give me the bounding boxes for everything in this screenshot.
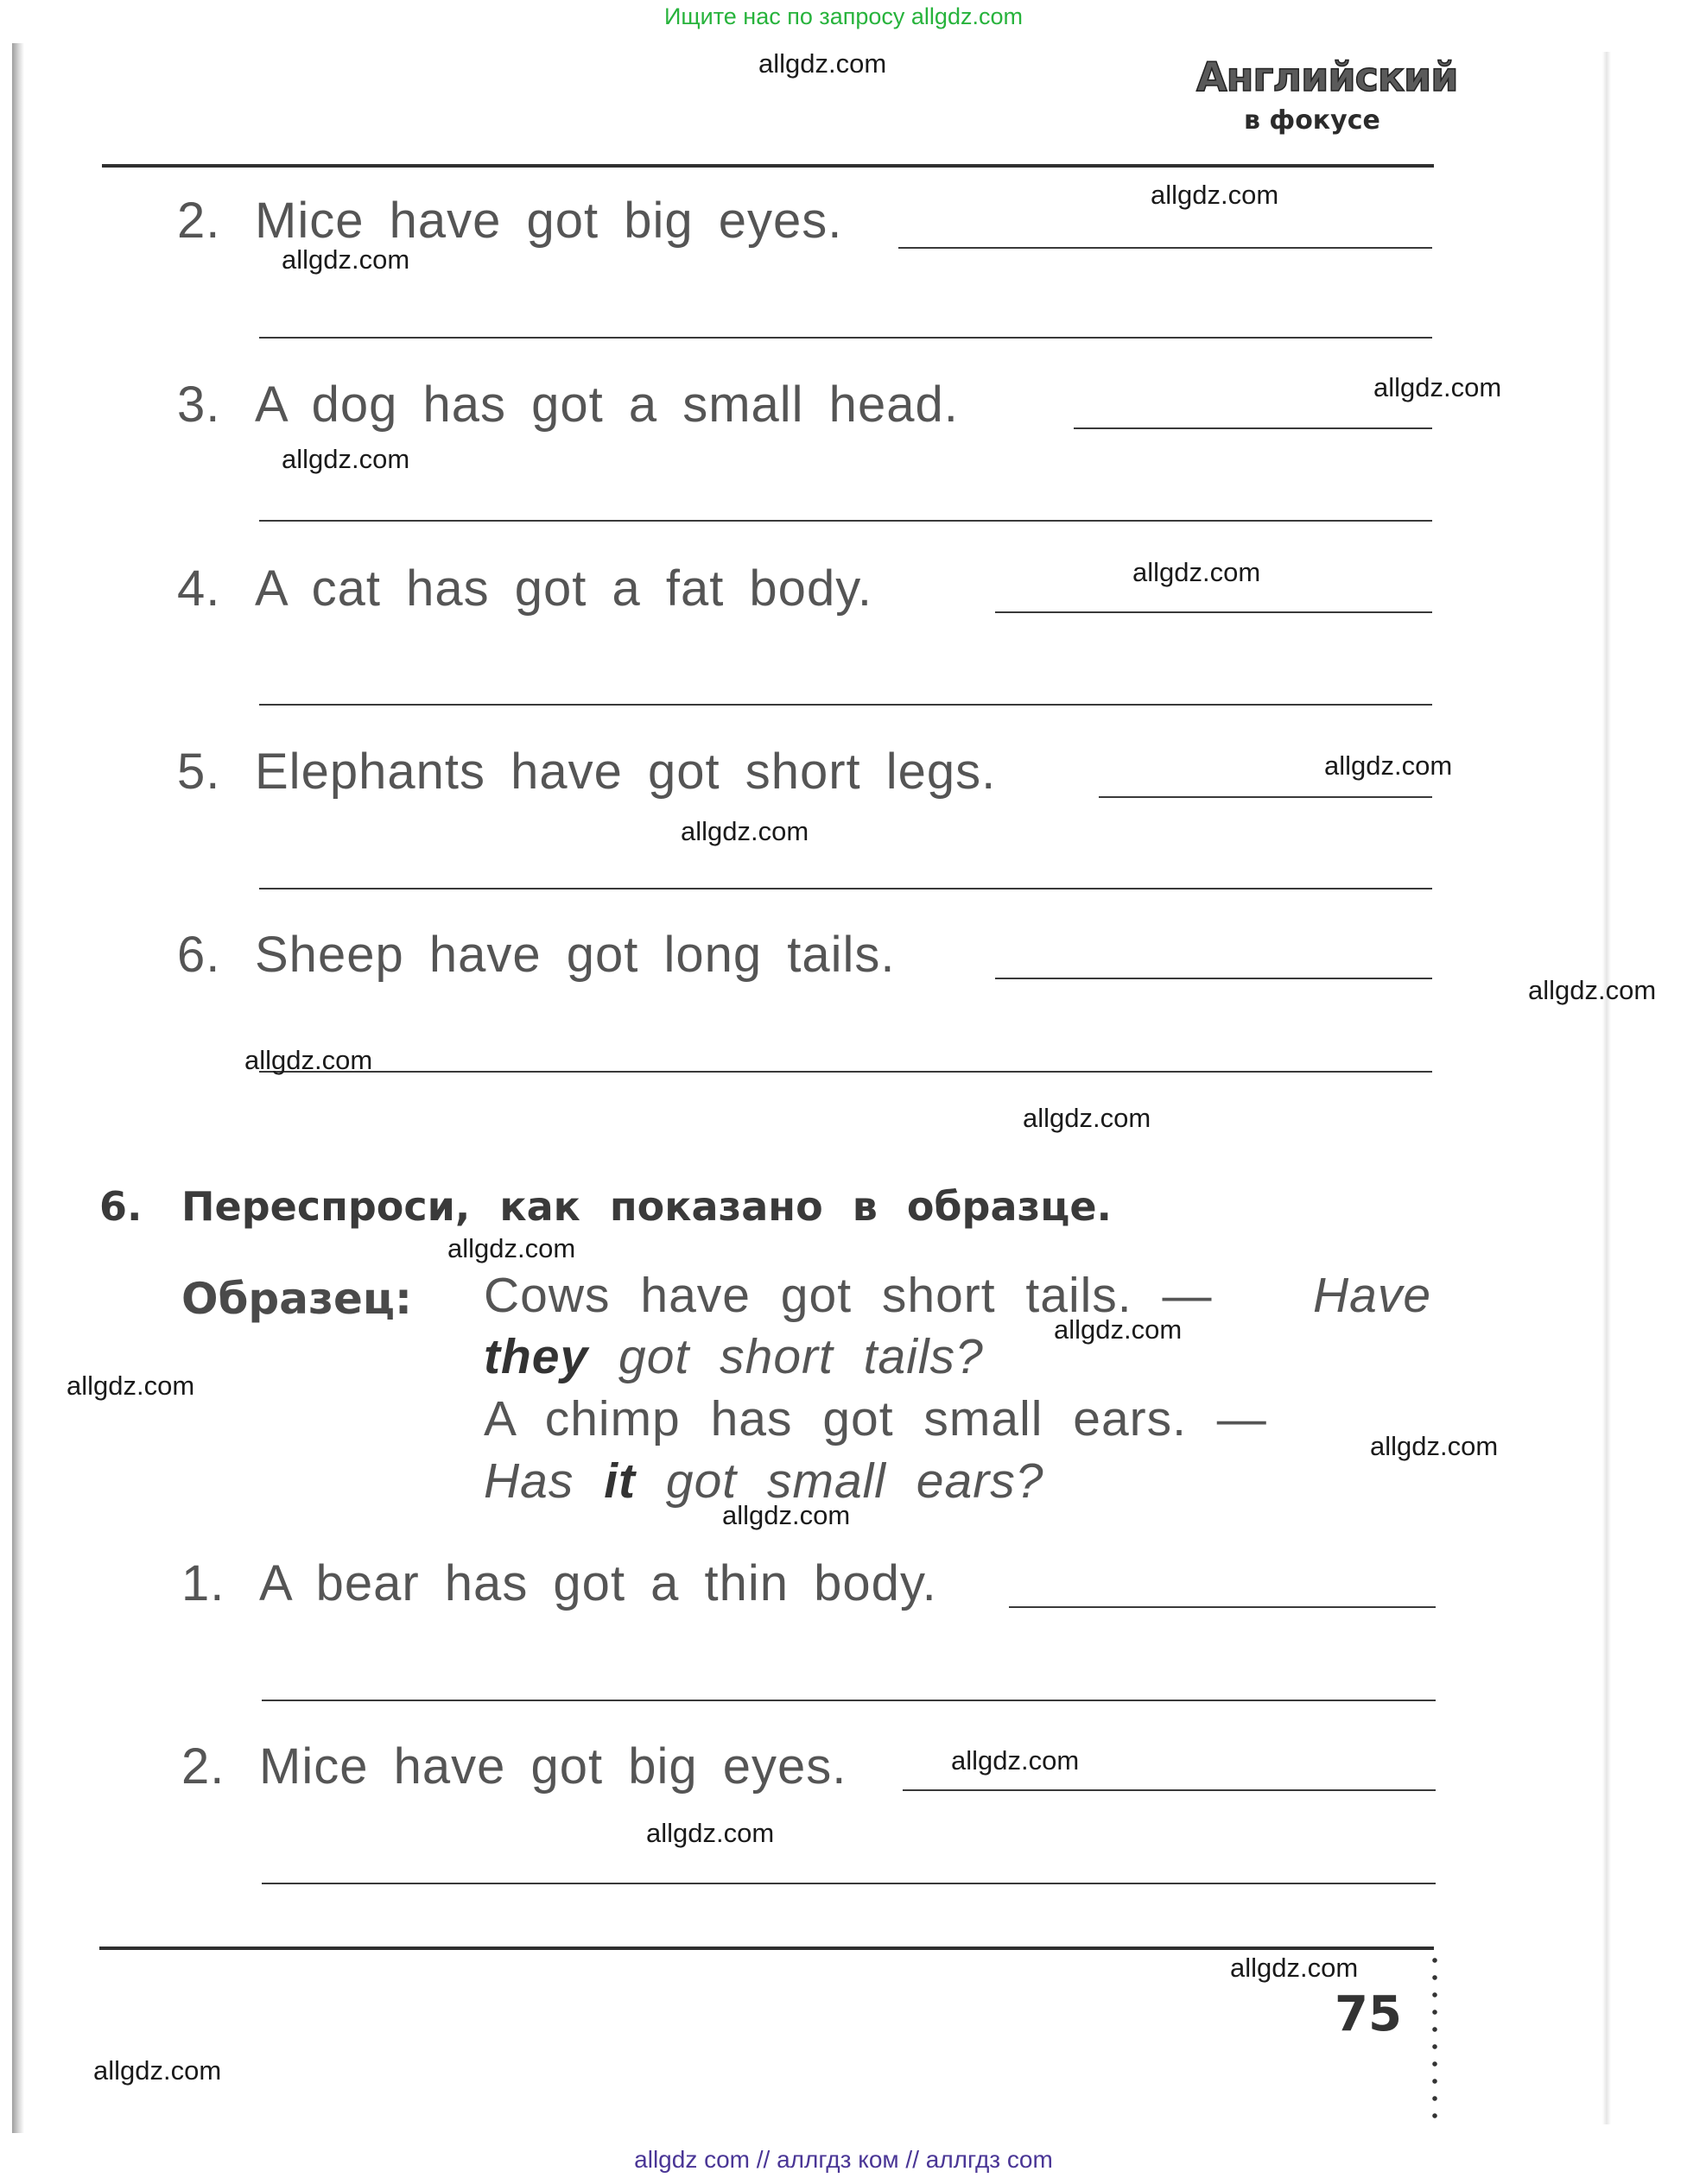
watermark: allgdz.com <box>244 1045 373 1075</box>
sample-question-1-start: Have <box>1313 1268 1432 1323</box>
answer-line[interactable] <box>259 520 1432 522</box>
watermark: allgdz.com <box>1132 557 1261 587</box>
header-rule <box>102 164 1434 168</box>
item-number: 3. <box>177 377 221 433</box>
answer-line[interactable] <box>259 337 1432 339</box>
sample-statement-1: Cows have got short tails. — <box>484 1268 1213 1323</box>
item-text: A cat has got a fat body. <box>255 560 873 617</box>
answer-line[interactable] <box>262 1883 1436 1884</box>
item-text: Sheep have got long tails. <box>255 927 896 983</box>
item-number: 5. <box>177 744 221 800</box>
item-number: 4. <box>177 560 221 617</box>
watermark: allgdz.com <box>1370 1431 1499 1461</box>
answer-line[interactable] <box>1099 796 1432 798</box>
exercise-item <box>177 192 842 250</box>
watermark: allgdz.com <box>67 1371 195 1401</box>
answer-line[interactable] <box>262 1700 1436 1701</box>
promo-banner[interactable]: Ищите нас по запросу allgdz.com <box>664 3 1023 29</box>
page-number: 75 <box>1335 1986 1402 2042</box>
item-text: Mice have got big eyes. <box>255 193 843 249</box>
footer-links[interactable]: allgdz com // аллгдз ком // аллгдз com <box>634 2146 1053 2173</box>
answer-line[interactable] <box>1009 1606 1436 1608</box>
item-number: 2. <box>177 193 221 249</box>
watermark: allgdz.com <box>447 1233 576 1263</box>
answer-line[interactable] <box>259 1071 1432 1073</box>
logo-subtitle: в фокусе <box>1244 105 1380 136</box>
sample-pronoun: they <box>484 1329 589 1384</box>
answer-line[interactable] <box>1074 427 1432 429</box>
logo-title: Английский <box>1196 54 1458 100</box>
exercise-item <box>177 926 895 984</box>
watermark: allgdz.com <box>1324 750 1453 781</box>
exercise-item <box>177 743 996 801</box>
sample-label: Образец: <box>181 1274 412 1324</box>
item-text: Elephants have got short legs. <box>255 744 997 800</box>
answer-line[interactable] <box>995 611 1432 613</box>
watermark: allgdz.com <box>282 244 410 275</box>
watermark: allgdz.com <box>1151 180 1279 210</box>
answer-line[interactable] <box>995 978 1432 979</box>
page-left-edge <box>12 43 24 2133</box>
footer-rule <box>99 1947 1434 1950</box>
task-number: 6. <box>99 1183 143 1230</box>
watermark: allgdz.com <box>93 2055 222 2086</box>
sample-question-rest: got small ears? <box>665 1453 1044 1509</box>
watermark: allgdz.com <box>951 1745 1080 1776</box>
watermark: allgdz.com <box>1023 1103 1151 1133</box>
exercise-item <box>181 1738 847 1795</box>
item-number: 6. <box>177 927 221 983</box>
item-text: A dog has got a small head. <box>255 377 959 433</box>
sample-statement-2: A chimp has got small ears. — <box>484 1391 1267 1447</box>
item-number: 1. <box>181 1555 225 1611</box>
item-text: A bear has got a thin body. <box>259 1555 937 1611</box>
watermark: allgdz.com <box>722 1500 851 1530</box>
exercise-item <box>181 1554 937 1612</box>
exercise-item <box>177 560 872 617</box>
watermark: allgdz.com <box>681 816 809 846</box>
watermark: allgdz.com <box>1054 1314 1183 1345</box>
watermark: allgdz.com <box>1528 975 1657 1005</box>
sample-question-1 <box>484 1328 984 1385</box>
answer-line[interactable] <box>903 1789 1436 1791</box>
watermark: allgdz.com <box>282 444 410 474</box>
sample-question-rest: got short tails? <box>618 1329 984 1384</box>
watermark: allgdz.com <box>758 48 887 79</box>
answer-line[interactable] <box>259 704 1432 706</box>
sample-question-start: Has <box>484 1453 574 1509</box>
watermark: allgdz.com <box>646 1818 775 1848</box>
item-number: 2. <box>181 1738 225 1795</box>
watermark: allgdz.com <box>1373 372 1502 402</box>
exercise-item <box>177 376 959 434</box>
dotted-margin <box>1432 1952 1437 2124</box>
item-text: Mice have got big eyes. <box>259 1738 847 1795</box>
watermark: allgdz.com <box>1230 1953 1359 1983</box>
sample-pronoun: it <box>604 1453 637 1509</box>
task-title: Переспроси, как показано в образце. <box>181 1183 1113 1230</box>
answer-line[interactable] <box>898 247 1432 249</box>
answer-line[interactable] <box>259 888 1432 889</box>
task-heading <box>99 1183 1112 1230</box>
page-right-edge <box>1602 52 1611 2124</box>
series-logo <box>1196 54 1458 149</box>
